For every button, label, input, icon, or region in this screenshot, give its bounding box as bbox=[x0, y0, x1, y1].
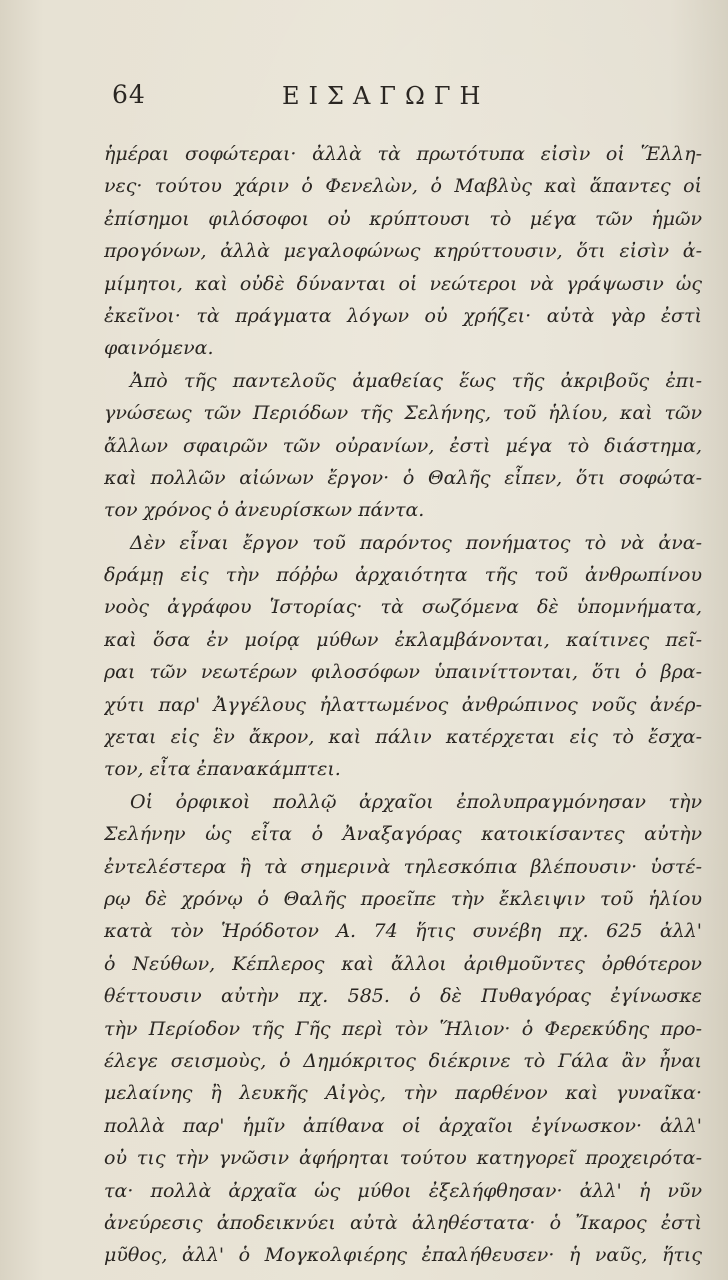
text-line: κατὰ τὸν Ἡρόδοτον Α. 74 ἥτις συνέβη πχ. 625 ἀλλ' bbox=[104, 920, 702, 943]
text-line: νοὸς ἀγράφου Ἱστορίας· τὰ σωζόμενα δὲ ὑπομνήματα, bbox=[104, 596, 702, 619]
text-line: καὶ ὅσα ἐν μοίρᾳ μύθων ἐκλαμβάνονται, καίτινες πεῖ- bbox=[104, 628, 702, 651]
text-line: τὴν Περίοδον τῆς Γῆς περὶ τὸν Ἥλιον· ὁ Φερεκύδης προ- bbox=[104, 1017, 702, 1040]
body-text bbox=[104, 138, 702, 1272]
text-line: νες· τούτου χάριν ὁ Φενελὼν, ὁ Μαβλὺς καὶ ἅπαντες οἱ bbox=[104, 175, 702, 198]
running-head: ΕΙΣΑΓΩΓΗ bbox=[282, 82, 490, 110]
text-line: ἐκεῖνοι· τὰ πράγματα λόγων οὐ χρήζει· αὐτὰ γὰρ ἐστὶ bbox=[104, 304, 702, 327]
text-line: δράμῃ εἰς τὴν πόῤῥω ἀρχαιότητα τῆς τοῦ ἀνθρωπίνου bbox=[104, 564, 702, 587]
text-line: ὁ Νεύθων, Κέπλερος καὶ ἄλλοι ἀριθμοῦντες ὀρθότερον bbox=[104, 952, 702, 975]
text-line: φαινόμενα. bbox=[104, 337, 214, 360]
text-line: γνώσεως τῶν Περιόδων τῆς Σελήνης, τοῦ ἡλίου, καὶ τῶν bbox=[104, 402, 702, 425]
text-line: ἐπίσημοι φιλόσοφοι οὐ κρύπτουσι τὸ μέγα τῶν ἡμῶν bbox=[104, 207, 702, 230]
text-line: προγόνων, ἀλλὰ μεγαλοφώνως κηρύττουσιν, ὅτι εἰσὶν ἀ- bbox=[104, 240, 702, 263]
text-line: ἀνεύρεσις ἀποδεικνύει αὐτὰ ἀληθέστατα· ὁ Ἴκαρος ἐστὶ bbox=[104, 1211, 702, 1234]
text-line: τον, εἶτα ἐπανακάμπτει. bbox=[104, 758, 341, 781]
text-line: καὶ πολλῶν αἰώνων ἔργον· ὁ Θαλῆς εἶπεν, ὅτι σοφώτα- bbox=[104, 466, 702, 489]
text-line: οὐ τις τὴν γνῶσιν ἀφήρηται τούτου κατηγορεῖ προχειρότα- bbox=[104, 1147, 702, 1170]
paragraph-start-line: Οἱ ὀρφικοὶ πολλῷ ἀρχαῖοι ἐπολυπραγμόνησαν τὴν bbox=[130, 790, 702, 813]
page-header bbox=[112, 80, 702, 116]
text-line: μελαίνης ἢ λευκῆς Αἰγὸς, τὴν παρθένον καὶ γυναῖκα· bbox=[104, 1082, 702, 1105]
text-line: έλεγε σεισμοὺς, ὁ Δημόκριτος διέκρινε τὸ Γάλα ἂν ἦναι bbox=[104, 1049, 702, 1072]
text-line: χύτι παρ' Ἀγγέλους ἠλαττωμένος ἀνθρώπινος νοῦς ἀνέρ- bbox=[104, 693, 702, 716]
text-line: ἐντελέστερα ἢ τὰ σημερινὰ τηλεσκόπια βλέπουσιν· ὑστέ- bbox=[104, 855, 702, 878]
text-line: μίμητοι, καὶ οὐδὲ δύνανται οἱ νεώτεροι νὰ γράψωσιν ὡς bbox=[104, 272, 702, 295]
text-line: ἄλλων σφαιρῶν τῶν οὐρανίων, ἐστὶ μέγα τὸ διάστημα, bbox=[104, 434, 702, 457]
text-line: πολλὰ παρ' ἡμῖν ἀπίθανα οἱ ἀρχαῖοι ἐγίνωσκον· ἀλλ' bbox=[104, 1114, 702, 1137]
text-line: μῦθος, ἀλλ' ὁ Μογκολφιέρης ἐπαλήθευσεν· ἡ ναῦς, ἥτις bbox=[104, 1244, 702, 1267]
text-line: ἡμέραι σοφώτεραι· ἀλλὰ τὰ πρωτότυπα εἰσὶν οἱ Ἕλλη- bbox=[104, 143, 702, 165]
paragraph-start-line: Ἀπὸ τῆς παντελοῦς ἀμαθείας ἕως τῆς ἀκριβοῦς ἐπι- bbox=[130, 369, 702, 392]
text-line: χεται εἰς ἓν ἄκρον, καὶ πάλιν κατέρχεται εἰς τὸ ἔσχα- bbox=[104, 726, 702, 749]
text-line: τα· πολλὰ ἀρχαῖα ὡς μύθοι ἐξελήφθησαν· ἀλλ' ἡ νῦν bbox=[104, 1179, 702, 1202]
text-line: Σελήνην ὡς εἶτα ὁ Ἀναξαγόρας κατοικίσαντες αὐτὴν bbox=[104, 823, 702, 846]
text-line: θέττουσιν αὐτὴν πχ. 585. ὁ δὲ Πυθαγόρας ἐγίνωσκε bbox=[104, 985, 702, 1008]
text-line: ραι τῶν νεωτέρων φιλοσόφων ὑπαινίττονται, ὅτι ὁ βρα- bbox=[104, 661, 702, 684]
text-line: τον χρόνος ὁ ἀνευρίσκων πάντα. bbox=[104, 499, 425, 522]
paragraph-start-line: Δὲν εἶναι ἔργον τοῦ παρόντος πονήματος τὸ νὰ ἀνα- bbox=[130, 531, 702, 554]
text-line: ρῳ δὲ χρόνῳ ὁ Θαλῆς προεῖπε τὴν ἔκλειψιν τοῦ ἡλίου bbox=[104, 887, 702, 910]
page-number: 64 bbox=[112, 80, 146, 109]
